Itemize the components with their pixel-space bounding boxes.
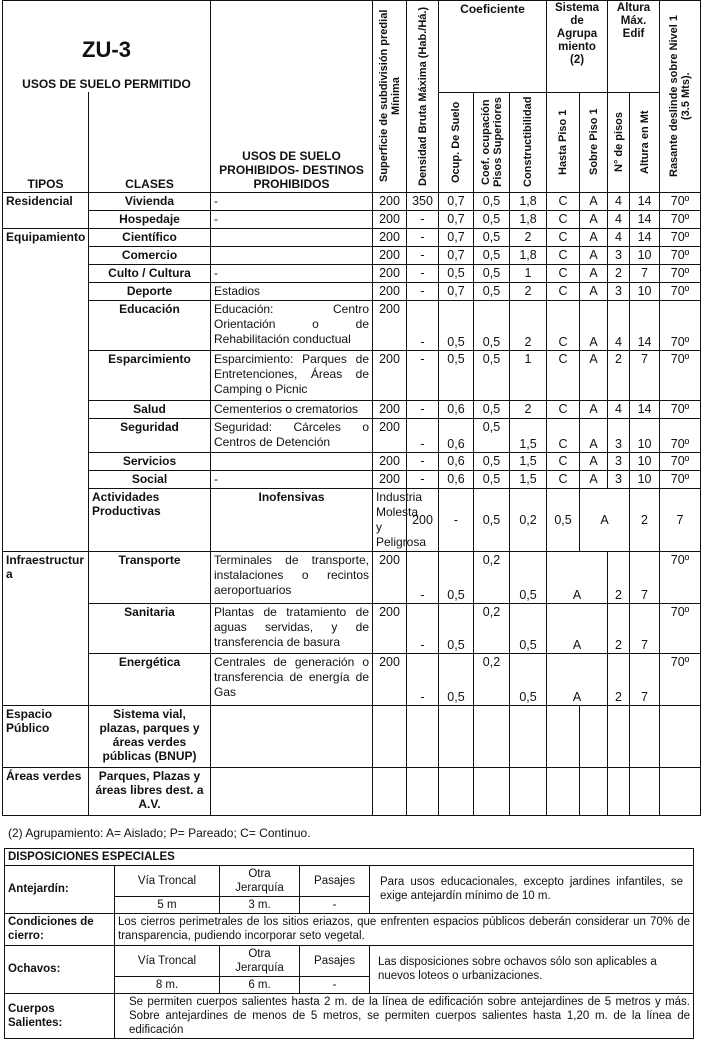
zone-title: ZU-3 xyxy=(82,37,131,62)
table-row xyxy=(3,551,701,603)
value-cell: - xyxy=(407,603,439,653)
value-cell: 7 xyxy=(630,603,660,653)
value-cell: A xyxy=(580,246,608,264)
value-cell: 1 xyxy=(510,350,547,400)
value-cell: 70º xyxy=(660,653,701,705)
value-cell: A xyxy=(580,210,608,228)
value-cell: 0,7 xyxy=(439,192,474,210)
value-cell: C xyxy=(547,282,580,300)
table-row xyxy=(3,488,701,551)
value-cell: A xyxy=(580,350,608,400)
antejardin-val: - xyxy=(300,896,370,913)
prohibidos-cell xyxy=(211,246,373,264)
clase-cell: Comercio xyxy=(89,246,211,264)
ochavos-col: Otra Jerarquía xyxy=(220,945,300,976)
prohibidos-cell: - xyxy=(211,470,373,488)
value-cell: 0,5 xyxy=(474,488,510,551)
value-cell: 200 xyxy=(373,300,407,350)
clase-cell: Parques, Plazas y áreas libres dest. a A.V. xyxy=(89,767,211,815)
value-cell: - xyxy=(407,470,439,488)
value-cell: A xyxy=(580,282,608,300)
value-cell: 0,5 xyxy=(510,603,547,653)
value-cell: - xyxy=(407,282,439,300)
ochavos-val: 8 m. xyxy=(115,976,220,993)
value-cell xyxy=(474,705,510,767)
usos-permitido-heading: USOS DE SUELO PERMITIDO xyxy=(22,77,191,91)
table-row xyxy=(3,603,701,653)
clase-cell: Educación xyxy=(89,300,211,350)
table-row xyxy=(3,228,701,246)
value-cell: 14 xyxy=(630,210,660,228)
value-cell: - xyxy=(407,653,439,705)
value-cell: 200 xyxy=(407,488,439,551)
value-cell: 200 xyxy=(373,551,407,603)
value-cell: 0,5 xyxy=(474,350,510,400)
prohibidos-cell: Terminales de transporte, instalaciones o recintos aeroportuarios xyxy=(211,551,373,603)
antejardin-val: 3 m. xyxy=(220,896,300,913)
value-cell: 0,5 xyxy=(474,264,510,282)
superficie-heading: Superficie de subdivisión predial Mínima xyxy=(377,10,402,183)
value-cell: 200 xyxy=(373,192,407,210)
value-cell: 2 xyxy=(510,228,547,246)
value-cell: 70º xyxy=(660,603,701,653)
altura-mt-heading: Altura en Mt xyxy=(638,110,651,174)
value-cell: A xyxy=(547,551,608,603)
salientes-label: Cuerpos Salientes: xyxy=(5,993,115,1038)
value-cell xyxy=(547,705,580,767)
tipo-cell: Espacio Público xyxy=(3,705,89,767)
clase-cell: Transporte xyxy=(89,551,211,603)
prohibidos-cell: - xyxy=(211,192,373,210)
hasta-heading: Hasta Piso 1 xyxy=(557,109,570,175)
value-cell xyxy=(608,705,630,767)
value-cell: 2 xyxy=(510,282,547,300)
prohibidos-cell: - xyxy=(211,264,373,282)
value-cell: A xyxy=(580,452,608,470)
prohibidos-cell: Industria Molesta y Peligrosa xyxy=(373,488,407,551)
prohibidos-cell: Cementerios o crematorios xyxy=(211,400,373,418)
sistema-heading: Sistema de Agrupa miento (2) xyxy=(547,1,608,93)
disposiciones-title: DISPOSICIONES ESPECIALES xyxy=(5,848,694,865)
value-cell: 4 xyxy=(608,210,630,228)
value-cell: 10 xyxy=(630,470,660,488)
value-cell xyxy=(630,767,660,815)
value-cell: 70º xyxy=(660,350,701,400)
value-cell: 4 xyxy=(608,192,630,210)
value-cell: 2 xyxy=(608,653,630,705)
value-cell: 0,5 xyxy=(439,350,474,400)
value-cell: - xyxy=(407,452,439,470)
value-cell: 0,5 xyxy=(474,228,510,246)
value-cell: A xyxy=(580,192,608,210)
value-cell: 1 xyxy=(510,264,547,282)
prohibidos-cell xyxy=(211,705,373,767)
value-cell: 0,6 xyxy=(439,418,474,452)
value-cell xyxy=(660,767,701,815)
value-cell: 200 xyxy=(373,350,407,400)
value-cell: 70º xyxy=(660,246,701,264)
value-cell: 70º xyxy=(660,470,701,488)
value-cell xyxy=(407,767,439,815)
value-cell: 0,5 xyxy=(474,282,510,300)
clase-cell: Seguridad xyxy=(89,418,211,452)
value-cell: 350 xyxy=(407,192,439,210)
value-cell: 2 xyxy=(608,603,630,653)
value-cell: 70º xyxy=(660,551,701,603)
value-cell: 0,5 xyxy=(510,653,547,705)
value-cell xyxy=(580,767,608,815)
clase-cell: Esparcimiento xyxy=(89,350,211,400)
value-cell xyxy=(510,767,547,815)
tipo-cell: Actividades Productivas xyxy=(89,488,211,551)
clase-cell: Hospedaje xyxy=(89,210,211,228)
clase-cell: Energética xyxy=(89,653,211,705)
value-cell: C xyxy=(547,264,580,282)
value-cell: 0,5 xyxy=(439,551,474,603)
value-cell: 0,5 xyxy=(474,300,510,350)
value-cell xyxy=(608,767,630,815)
value-cell: 0,6 xyxy=(439,452,474,470)
value-cell: 10 xyxy=(630,282,660,300)
value-cell: 1,8 xyxy=(510,246,547,264)
table-row xyxy=(3,653,701,705)
value-cell: 70º xyxy=(660,192,701,210)
value-cell: 14 xyxy=(630,228,660,246)
table-row xyxy=(3,767,701,815)
value-cell xyxy=(373,705,407,767)
value-cell: 2 xyxy=(608,264,630,282)
value-cell: - xyxy=(407,264,439,282)
value-cell: 10 xyxy=(630,452,660,470)
value-cell: 0,5 xyxy=(439,653,474,705)
value-cell: 200 xyxy=(373,246,407,264)
value-cell: A xyxy=(580,264,608,282)
prohibidos-cell: Plantas de tratamiento de aguas servidas, y de transferencia de basura xyxy=(211,603,373,653)
value-cell: 0,5 xyxy=(439,603,474,653)
ochavos-col: Vía Troncal xyxy=(115,945,220,976)
value-cell: 3 xyxy=(608,418,630,452)
value-cell: - xyxy=(407,246,439,264)
value-cell: 0,5 xyxy=(474,400,510,418)
value-cell: 70º xyxy=(660,282,701,300)
value-cell: 70º xyxy=(660,400,701,418)
value-cell: 3 xyxy=(608,470,630,488)
value-cell: 4 xyxy=(608,300,630,350)
prohibidos-heading: USOS DE SUELO PROHIBIDOS- DESTINOS PROHIBIDOS xyxy=(211,1,373,193)
value-cell: 0,5 xyxy=(510,551,547,603)
table-row xyxy=(3,470,701,488)
value-cell: 0,2 xyxy=(474,603,510,653)
value-cell: 0,5 xyxy=(547,488,580,551)
ochavos-col: Pasajes xyxy=(300,945,370,976)
tipo-cell: Equipamiento xyxy=(3,228,89,551)
value-cell: 200 xyxy=(373,400,407,418)
altura-max-heading: Altura Máx. Edif xyxy=(608,1,660,93)
value-cell: C xyxy=(547,246,580,264)
value-cell: 1,5 xyxy=(510,418,547,452)
value-cell: 0,5 xyxy=(439,264,474,282)
value-cell: A xyxy=(580,228,608,246)
value-cell: 0,5 xyxy=(474,192,510,210)
clase-cell: Inofensivas xyxy=(211,488,373,551)
ocup-heading: Ocup. De Suelo xyxy=(450,101,462,183)
value-cell: 1,8 xyxy=(510,210,547,228)
value-cell: C xyxy=(547,470,580,488)
prohibidos-cell: Esparcimiento: Parques de Entretenciones, Áreas de Camping o Picnic xyxy=(211,350,373,400)
clase-cell: Servicios xyxy=(89,452,211,470)
clase-cell: Sanitaria xyxy=(89,603,211,653)
value-cell: 14 xyxy=(630,192,660,210)
ochavos-val: 6 m. xyxy=(220,976,300,993)
value-cell: 200 xyxy=(373,470,407,488)
value-cell: 3 xyxy=(608,282,630,300)
table-row xyxy=(3,418,701,452)
value-cell xyxy=(474,767,510,815)
value-cell: 200 xyxy=(373,452,407,470)
value-cell: 3 xyxy=(608,246,630,264)
value-cell xyxy=(510,705,547,767)
value-cell: 10 xyxy=(630,418,660,452)
antejardin-note: Para usos educacionales, excepto jardines infantiles, se exige antejardín mínimo de 10 m. xyxy=(370,865,694,913)
value-cell: 200 xyxy=(373,228,407,246)
footnote: (2) Agrupamiento: A= Aislado; P= Pareado; C= Continuo. xyxy=(8,825,311,840)
value-cell: A xyxy=(547,603,608,653)
title-cell xyxy=(3,1,211,93)
value-cell: - xyxy=(407,551,439,603)
value-cell: 7 xyxy=(660,488,701,551)
antejardin-val: 5 m xyxy=(115,896,220,913)
tipo-cell: Infraestructur a xyxy=(3,551,89,705)
value-cell: C xyxy=(547,300,580,350)
value-cell xyxy=(439,767,474,815)
cierro-label: Condiciones de cierro: xyxy=(5,913,115,945)
value-cell: 200 xyxy=(373,282,407,300)
value-cell: 0,5 xyxy=(474,246,510,264)
value-cell: 2 xyxy=(630,488,660,551)
value-cell: C xyxy=(547,400,580,418)
value-cell xyxy=(439,705,474,767)
densidad-heading: Densidad Bruta Máxima (Hab./Há.) xyxy=(416,6,429,186)
table-row xyxy=(3,705,701,767)
value-cell: 0,5 xyxy=(474,418,510,452)
value-cell: 4 xyxy=(608,228,630,246)
value-cell: C xyxy=(547,228,580,246)
value-cell xyxy=(630,705,660,767)
prohibidos-cell xyxy=(211,767,373,815)
coef-sup-heading: Coef. ocupación Pisos Superiores xyxy=(479,97,504,187)
prohibidos-cell xyxy=(211,452,373,470)
value-cell: 14 xyxy=(630,400,660,418)
value-cell: 7 xyxy=(630,350,660,400)
salientes-text: Se permiten cuerpos salientes hasta 2 m. de la línea de edificación sobre antejardines de 5 metros y más. Sobre antejardines de menos de 5 metros, se permiten cuerpos salientes hasta 1,20 m. de la línea de edificación xyxy=(115,993,694,1038)
prohibidos-cell: Estadios xyxy=(211,282,373,300)
clases-heading: CLASES xyxy=(89,92,211,192)
tipos-heading: TIPOS xyxy=(3,92,89,192)
cierro-text: Los cierros perimetrales de los sitios eriazos, que enfrenten espacios públicos deberán considerar un 70% de transparencia, pudiendo incorporar seto vegetal. xyxy=(115,913,694,945)
value-cell: A xyxy=(580,488,630,551)
table-row xyxy=(3,282,701,300)
value-cell: 200 xyxy=(373,418,407,452)
tipo-cell: Residencial xyxy=(3,192,89,228)
value-cell: 0,7 xyxy=(439,246,474,264)
table-row xyxy=(3,350,701,400)
value-cell: 70º xyxy=(660,300,701,350)
prohibidos-cell: - xyxy=(211,210,373,228)
antejardin-col: Vía Troncal xyxy=(115,865,220,896)
value-cell: 7 xyxy=(630,653,660,705)
constr-heading: Constructibilidad xyxy=(522,96,534,188)
coeficiente-heading: Coeficiente xyxy=(439,1,547,93)
value-cell: 1,5 xyxy=(510,470,547,488)
value-cell: - xyxy=(407,210,439,228)
value-cell: 200 xyxy=(373,264,407,282)
antejardin-label: Antejardín: xyxy=(5,865,115,913)
value-cell: A xyxy=(547,653,608,705)
zoning-table xyxy=(2,0,701,816)
table-row xyxy=(3,210,701,228)
prohibidos-cell xyxy=(211,228,373,246)
value-cell: 4 xyxy=(608,400,630,418)
value-cell xyxy=(407,705,439,767)
tipo-cell: Áreas verdes xyxy=(3,767,89,815)
value-cell: A xyxy=(580,470,608,488)
npisos-heading: N° de pisos xyxy=(612,111,625,173)
value-cell: C xyxy=(547,350,580,400)
value-cell: C xyxy=(547,452,580,470)
value-cell: 0,6 xyxy=(439,470,474,488)
value-cell: 0,5 xyxy=(474,210,510,228)
value-cell xyxy=(547,767,580,815)
value-cell: 10 xyxy=(630,246,660,264)
table-row xyxy=(3,300,701,350)
value-cell: 3 xyxy=(608,452,630,470)
ochavos-label: Ochavos: xyxy=(5,945,115,993)
disposiciones-table xyxy=(4,848,694,1039)
value-cell: 0,6 xyxy=(439,400,474,418)
antejardin-col: Otra Jerarquía xyxy=(220,865,300,896)
value-cell: 0,7 xyxy=(439,282,474,300)
value-cell: 0,2 xyxy=(510,488,547,551)
value-cell: 0,5 xyxy=(439,300,474,350)
table-row xyxy=(3,246,701,264)
value-cell: 0,7 xyxy=(439,228,474,246)
prohibidos-cell: Educación: Centro Orientación o de Rehabilitación conductual xyxy=(211,300,373,350)
sobre-heading: Sobre Piso 1 xyxy=(587,108,600,176)
value-cell: - xyxy=(407,228,439,246)
clase-cell: Vivienda xyxy=(89,192,211,210)
value-cell xyxy=(373,767,407,815)
value-cell: 2 xyxy=(608,551,630,603)
clase-cell: Culto / Cultura xyxy=(89,264,211,282)
value-cell: 70º xyxy=(660,210,701,228)
clase-cell: Deporte xyxy=(89,282,211,300)
table-row xyxy=(3,264,701,282)
prohibidos-cell: Seguridad: Cárceles o Centros de Detención xyxy=(211,418,373,452)
value-cell: A xyxy=(580,300,608,350)
antejardin-col: Pasajes xyxy=(300,865,370,896)
rasante-heading: Rasante deslinde sobre Nivel 1 (3.5 Mts). xyxy=(668,15,693,178)
value-cell: C xyxy=(547,210,580,228)
value-cell: 7 xyxy=(630,551,660,603)
value-cell: A xyxy=(580,400,608,418)
value-cell: 70º xyxy=(660,452,701,470)
value-cell xyxy=(660,705,701,767)
prohibidos-cell: Centrales de generación o transferencia de energía de Gas xyxy=(211,653,373,705)
value-cell: 0,2 xyxy=(474,551,510,603)
value-cell: 0,7 xyxy=(439,210,474,228)
value-cell: 70º xyxy=(660,418,701,452)
value-cell: 70º xyxy=(660,228,701,246)
value-cell: C xyxy=(547,418,580,452)
value-cell: A xyxy=(580,418,608,452)
clase-cell: Salud xyxy=(89,400,211,418)
value-cell: 1,5 xyxy=(510,452,547,470)
clase-cell: Social xyxy=(89,470,211,488)
value-cell: - xyxy=(407,300,439,350)
value-cell: - xyxy=(407,350,439,400)
value-cell: 2 xyxy=(608,350,630,400)
value-cell: 0,5 xyxy=(474,470,510,488)
value-cell: C xyxy=(547,192,580,210)
value-cell: 14 xyxy=(630,300,660,350)
value-cell: 0,2 xyxy=(474,653,510,705)
value-cell: 2 xyxy=(510,300,547,350)
value-cell: 200 xyxy=(373,653,407,705)
table-row xyxy=(3,192,701,210)
value-cell: 200 xyxy=(373,603,407,653)
value-cell: - xyxy=(407,400,439,418)
value-cell: 0,5 xyxy=(474,452,510,470)
value-cell: 1,8 xyxy=(510,192,547,210)
value-cell: 2 xyxy=(510,400,547,418)
clase-cell: Científico xyxy=(89,228,211,246)
table-row xyxy=(3,400,701,418)
value-cell: 70º xyxy=(660,264,701,282)
ochavos-val: - xyxy=(300,976,370,993)
table-row xyxy=(3,452,701,470)
value-cell: 200 xyxy=(373,210,407,228)
ochavos-note: Las disposiciones sobre ochavos sólo son aplicables a nuevos loteos o urbanizaciones. xyxy=(370,945,694,993)
value-cell xyxy=(580,705,608,767)
clase-cell: Sistema vial, plazas, parques y áreas verdes públicas (BNUP) xyxy=(89,705,211,767)
value-cell: - xyxy=(407,418,439,452)
value-cell: 7 xyxy=(630,264,660,282)
value-cell: - xyxy=(439,488,474,551)
